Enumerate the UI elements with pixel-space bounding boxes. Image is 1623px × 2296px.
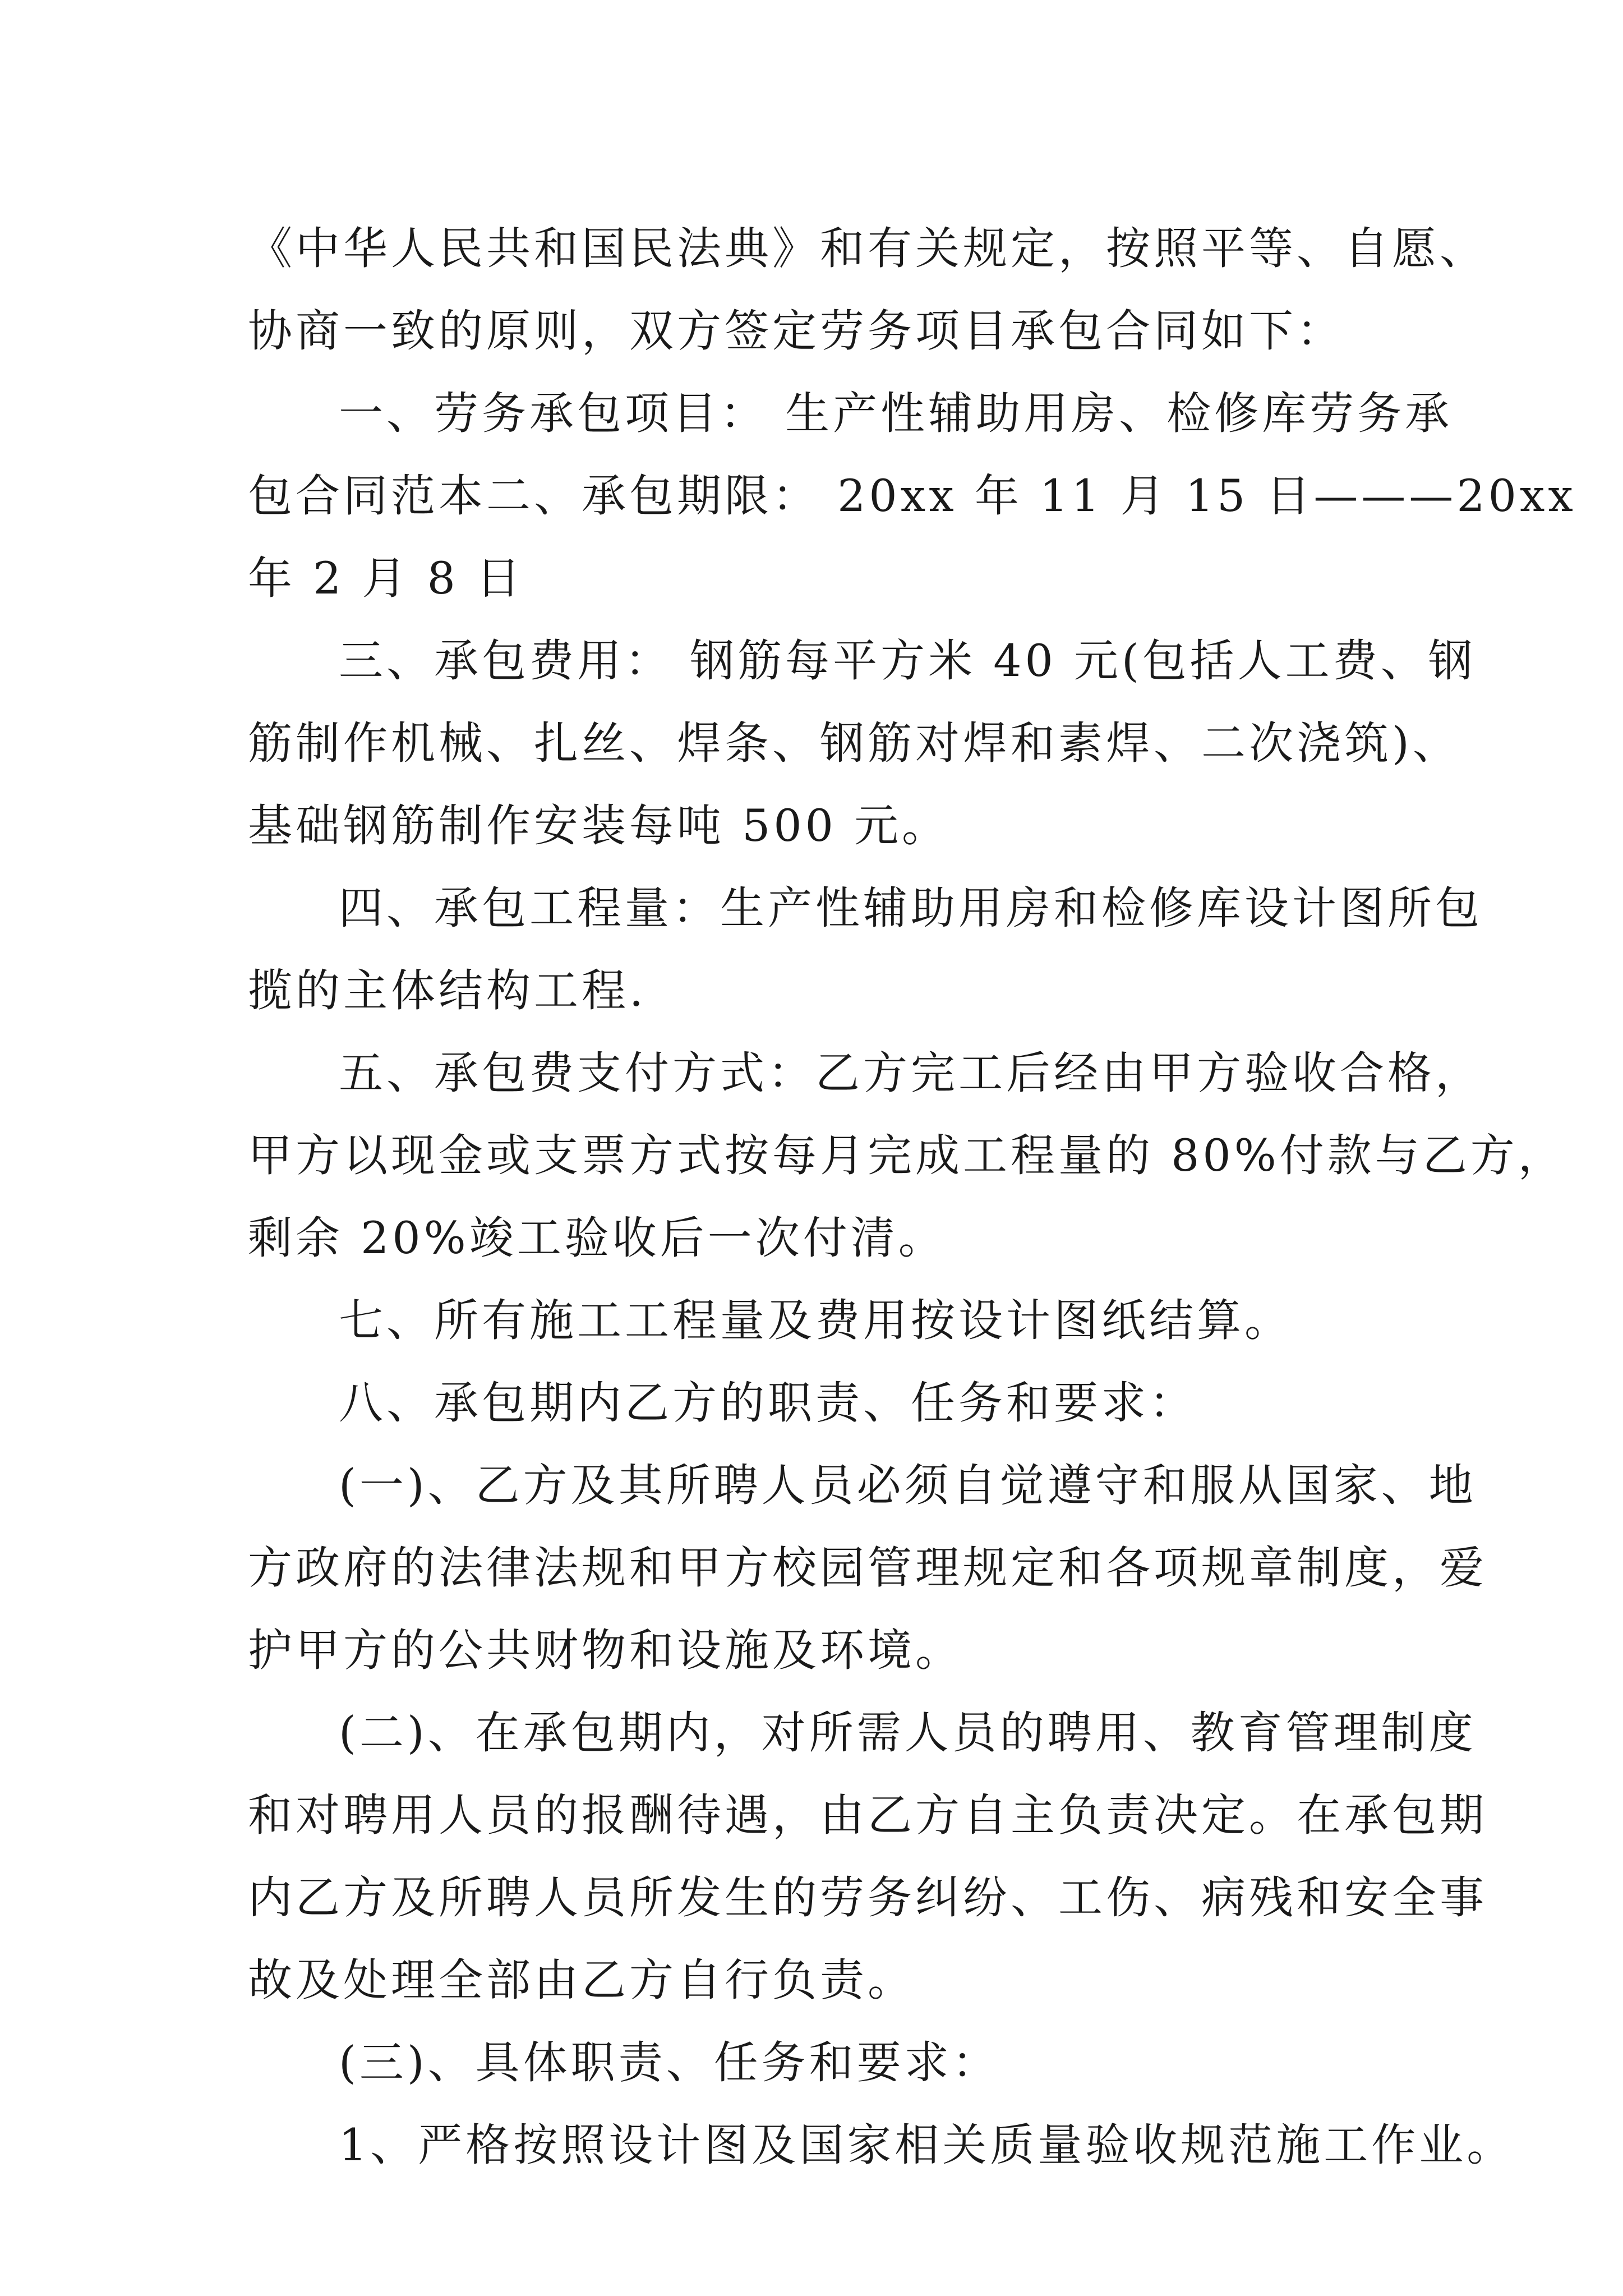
text-line: 内乙方及所聘人员所发生的劳务纠纷、工伤、病残和安全事 bbox=[248, 1872, 1487, 1924]
text-line: 剩余 20%竣工验收后一次付清。 bbox=[248, 1212, 946, 1264]
text-line: 八、承包期内乙方的职责、任务和要求： bbox=[339, 1377, 1197, 1429]
text-line: 方政府的法律法规和甲方校园管理规定和各项规章制度，爱 bbox=[248, 1542, 1487, 1594]
text-line: 故及处理全部由乙方自行负责。 bbox=[248, 1954, 915, 2006]
text-line: 包合同范本二、承包期限： 20xx 年 11 月 15 日———20xx bbox=[248, 470, 1576, 522]
text-line: 甲方以现金或支票方式按每月完成工程量的 80%付款与乙方， bbox=[248, 1130, 1566, 1181]
text-line: 七、所有施工工程量及费用按设计图纸结算。 bbox=[339, 1295, 1292, 1346]
text-line: 揽的主体结构工程. bbox=[248, 965, 647, 1016]
text-line: 护甲方的公共财物和设施及环境。 bbox=[248, 1625, 963, 1676]
text-line: 和对聘用人员的报酬待遇，由乙方自主负责决定。在承包期 bbox=[248, 1789, 1487, 1841]
text-line: 基础钢筋制作安装每吨 500 元。 bbox=[248, 800, 950, 852]
text-line: (一)、乙方及其所聘人员必须自觉遵守和服从国家、地 bbox=[339, 1460, 1477, 1511]
text-line: 五、承包费支付方式：乙方完工后经由甲方验收合格， bbox=[339, 1047, 1483, 1099]
contract-text-body bbox=[248, 208, 1576, 2187]
text-line: 1、严格按照设计图及国家相关质量验收规范施工作业。 bbox=[339, 2119, 1515, 2171]
text-line: 《中华人民共和国民法典》和有关规定，按照平等、自愿、 bbox=[248, 223, 1487, 274]
text-line: 四、承包工程量：生产性辅助用房和检修库设计图所包 bbox=[339, 882, 1483, 934]
text-line: (二)、在承包期内，对所需人员的聘用、教育管理制度 bbox=[339, 1707, 1477, 1759]
text-line: 一、劳务承包项目： 生产性辅助用房、检修库劳务承 bbox=[339, 388, 1453, 439]
text-line: 年 2 月 8 日 bbox=[248, 553, 524, 604]
text-line: 筋制作机械、扎丝、焊条、钢筋对焊和素焊、二次浇筑)、 bbox=[248, 717, 1460, 769]
text-line: 三、承包费用： 钢筋每平方米 40 元(包括人工费、钢 bbox=[339, 635, 1476, 687]
text-line: (三)、具体职责、任务和要求： bbox=[339, 2037, 1000, 2088]
text-line: 协商一致的原则，双方签定劳务项目承包合同如下： bbox=[248, 305, 1344, 357]
